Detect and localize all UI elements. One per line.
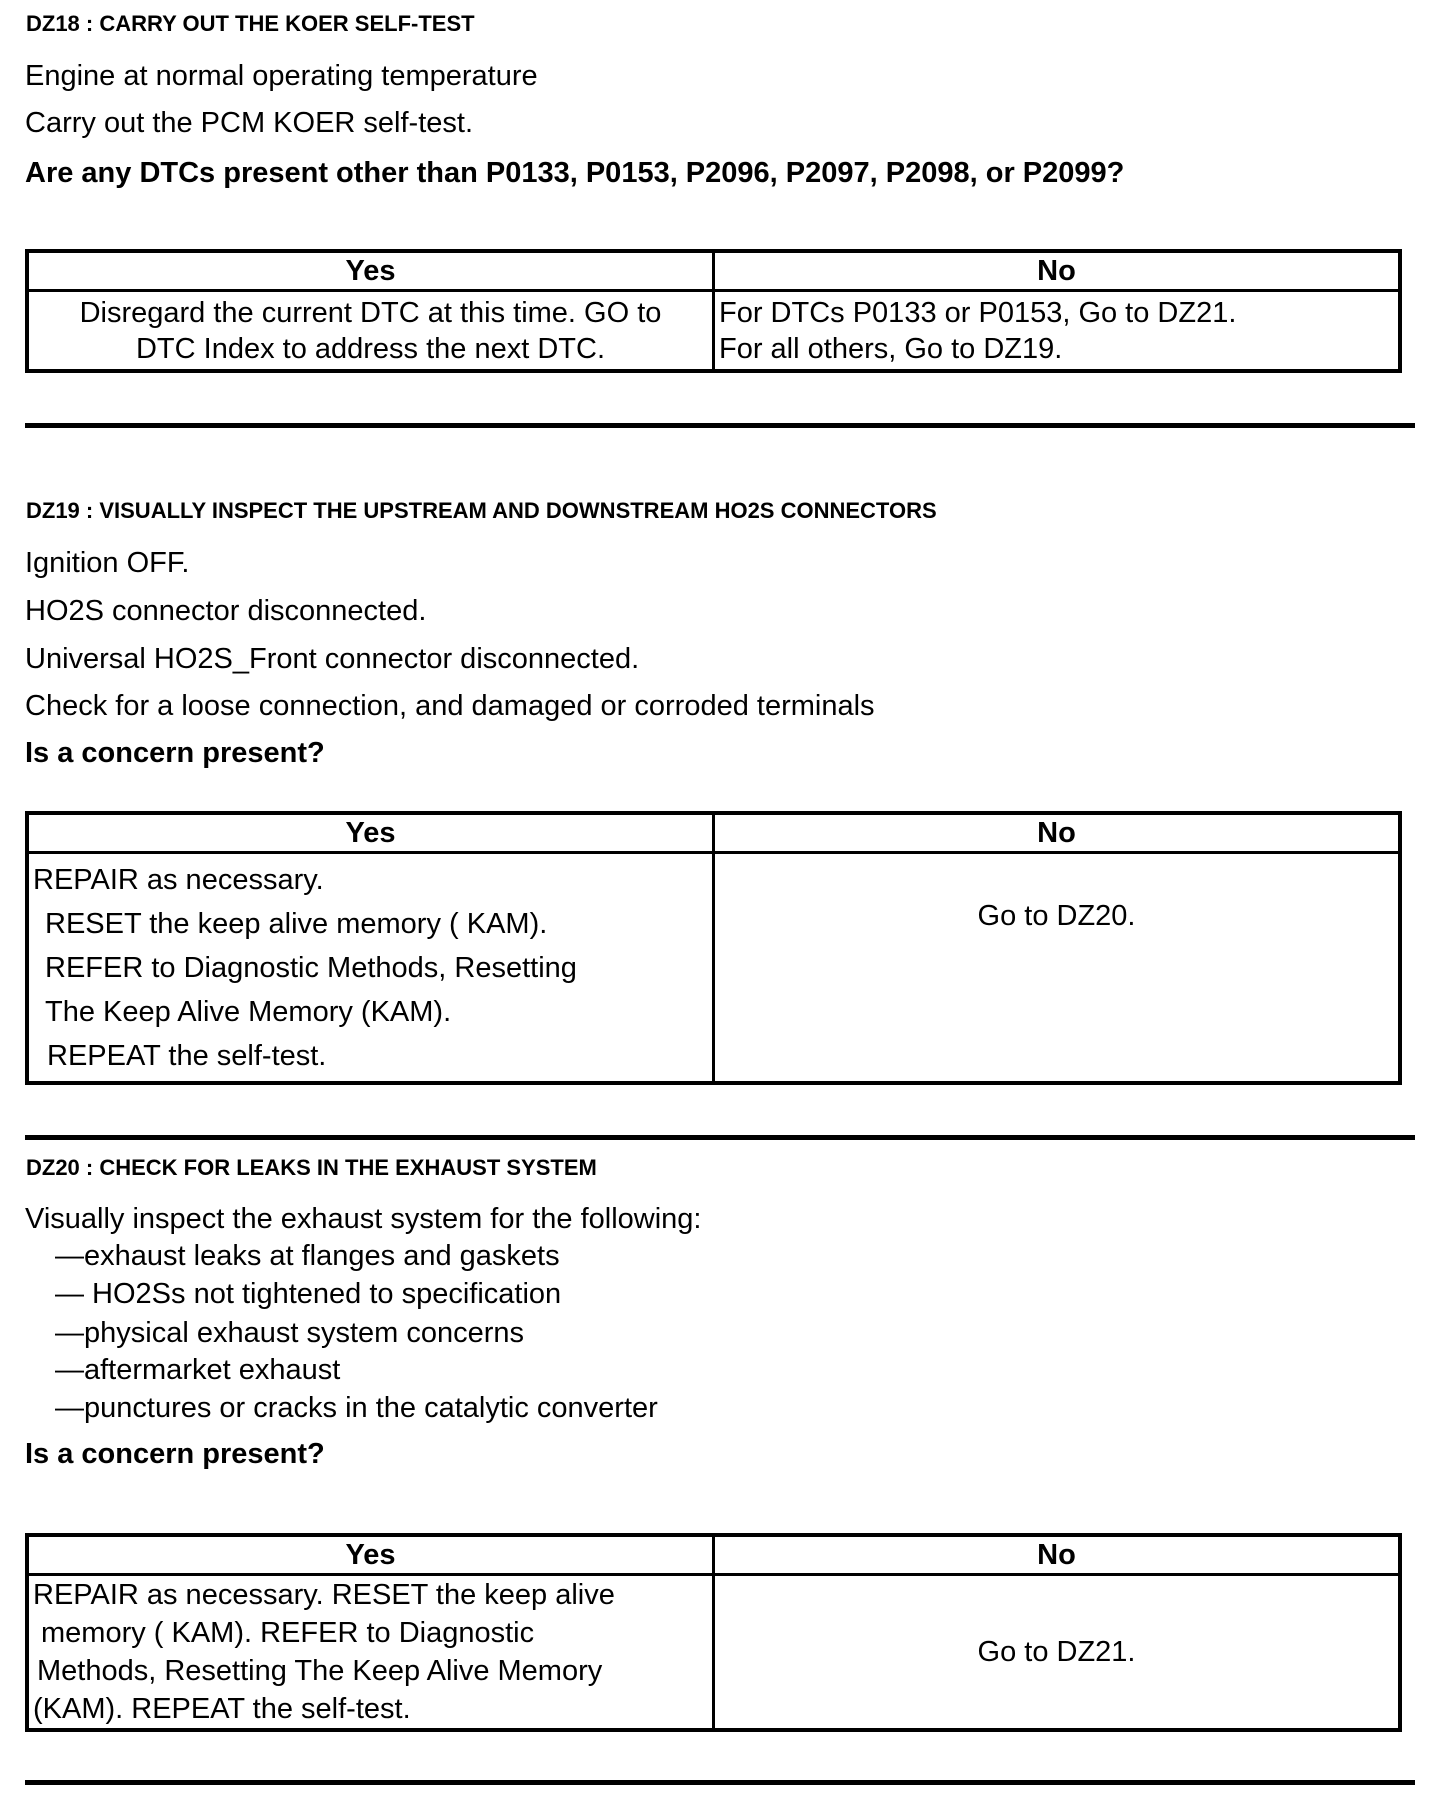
- cell-line: REFER to Diagnostic Methods, Resetting: [45, 951, 577, 984]
- question: Is a concern present?: [25, 737, 325, 769]
- step-line: Check for a loose connection, and damaged or corroded terminals: [25, 690, 875, 722]
- no-header: No: [714, 813, 1401, 853]
- cell-line: For all others, Go to DZ19.: [719, 332, 1063, 365]
- cell-line: REPAIR as necessary. RESET the keep alive: [33, 1579, 615, 1611]
- cell-line: RESET the keep alive memory ( KAM).: [45, 907, 548, 940]
- yes-cell: [27, 1575, 714, 1731]
- section-divider: [25, 1780, 1415, 1785]
- cell-line: The Keep Alive Memory (KAM).: [45, 995, 452, 1028]
- no-cell: [714, 291, 1401, 372]
- cell-line: Methods, Resetting The Keep Alive Memory: [37, 1655, 603, 1687]
- section-heading-dz18: DZ18 : CARRY OUT THE KOER SELF-TEST: [26, 11, 475, 36]
- list-item: — HO2Ss not tightened to specification: [55, 1278, 562, 1310]
- step-line: HO2S connector disconnected.: [25, 595, 427, 627]
- no-header: No: [714, 1535, 1401, 1575]
- list-item: —exhaust leaks at flanges and gaskets: [55, 1240, 560, 1272]
- section-heading-dz20: DZ20 : CHECK FOR LEAKS IN THE EXHAUST SYSTEM: [26, 1155, 597, 1180]
- cell-line: REPAIR as necessary.: [33, 863, 324, 896]
- cell-line: REPEAT the self-test.: [47, 1039, 327, 1072]
- no-cell: [714, 853, 1401, 1084]
- yes-cell: [27, 291, 714, 372]
- cell-line: Disregard the current DTC at this time. GO to: [79, 296, 662, 329]
- question: Are any DTCs present other than P0133, P0153, P2096, P2097, P2098, or P2099?: [25, 157, 1125, 189]
- cell-line: For DTCs P0133 or P0153, Go to DZ21.: [719, 296, 1237, 329]
- decision-table-dz18: [25, 249, 1402, 373]
- yes-header: Yes: [27, 251, 714, 291]
- cell-line: Go to DZ21.: [977, 1636, 1136, 1668]
- cell-line: DTC Index to address the next DTC.: [135, 332, 606, 365]
- cell-line: memory ( KAM). REFER to Diagnostic: [41, 1617, 535, 1649]
- question: Is a concern present?: [25, 1438, 325, 1470]
- decision-table-dz20: [25, 1533, 1402, 1732]
- list-item: —punctures or cracks in the catalytic converter: [55, 1392, 658, 1424]
- section-divider: [25, 423, 1415, 428]
- cell-line: Go to DZ20.: [977, 900, 1136, 932]
- no-header: No: [714, 251, 1401, 291]
- decision-table-dz19: [25, 811, 1402, 1085]
- yes-cell: [27, 853, 714, 1084]
- yes-header: Yes: [27, 813, 714, 853]
- step-line: Engine at normal operating temperature: [25, 60, 538, 92]
- step-line: Universal HO2S_Front connector disconnected.: [25, 643, 640, 675]
- step-line: Carry out the PCM KOER self-test.: [25, 107, 474, 139]
- step-line: Ignition OFF.: [25, 547, 190, 579]
- step-line: Visually inspect the exhaust system for the following:: [25, 1203, 702, 1235]
- cell-line: (KAM). REPEAT the self-test.: [33, 1693, 411, 1725]
- list-item: —physical exhaust system concerns: [55, 1317, 525, 1349]
- list-item: —aftermarket exhaust: [55, 1354, 341, 1386]
- section-divider: [25, 1135, 1415, 1140]
- no-cell: [714, 1575, 1401, 1731]
- section-heading-dz19: DZ19 : VISUALLY INSPECT THE UPSTREAM AND DOWNSTREAM HO2S CONNECTORS: [26, 498, 937, 523]
- yes-header: Yes: [27, 1535, 714, 1575]
